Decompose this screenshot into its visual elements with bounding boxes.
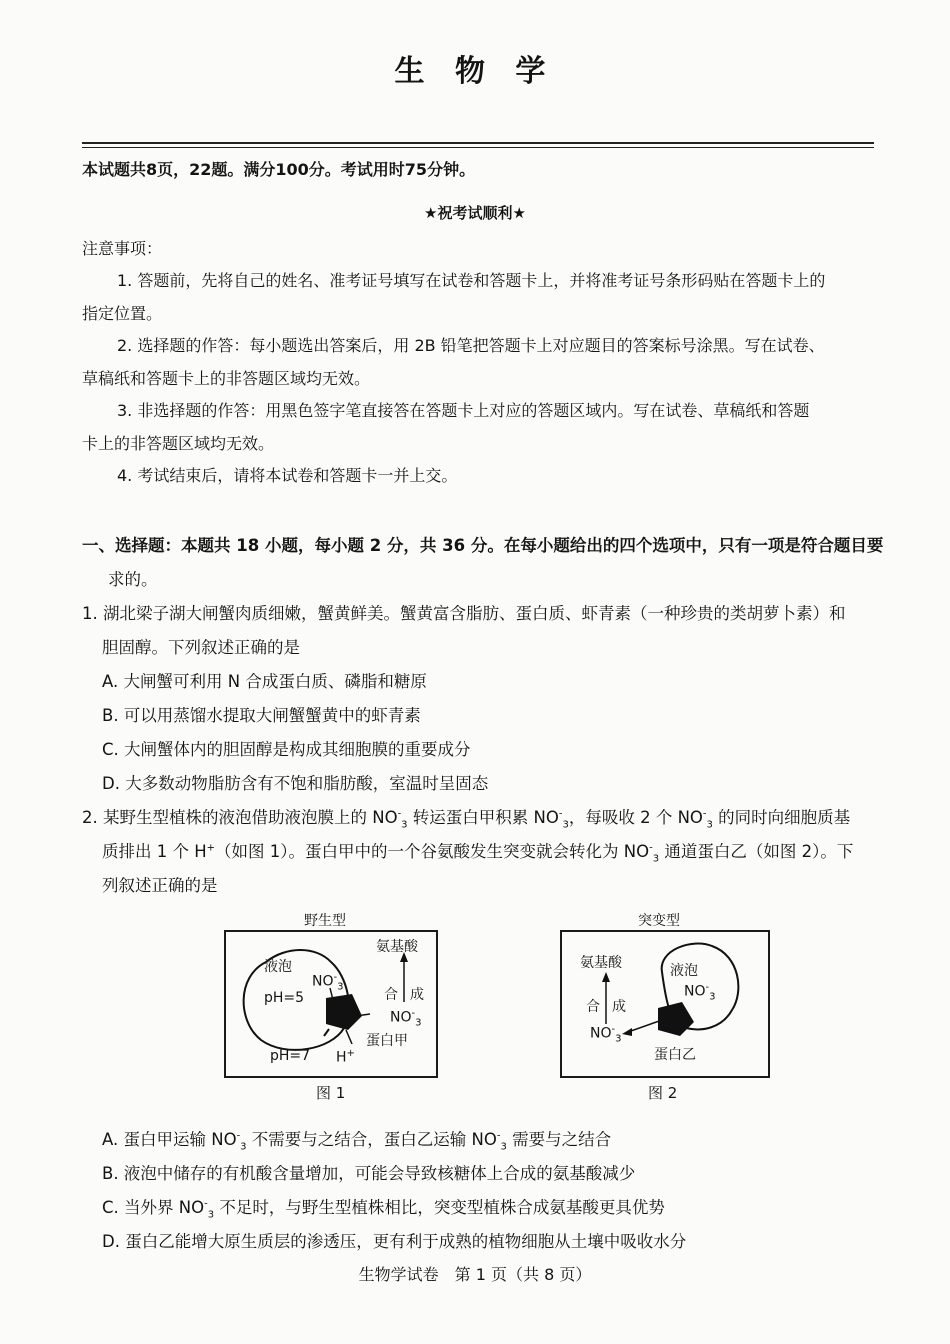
fig1-label: 野生型 bbox=[304, 913, 346, 929]
fig2-label: 突变型 bbox=[638, 913, 680, 929]
q2-stem-cont: 质排出 1 个 H+（如图 1）。蛋白甲中的一个谷氨酸发生突变就会转化为 $NO^-_3$ 通道蛋白乙（如图 2）。下 bbox=[102, 842, 854, 865]
notice-item-4: 4. 考试结束后，请将本试卷和答题卡一并上交。 bbox=[117, 466, 458, 485]
notice-item-2: 2. 选择题的作答：每小题选出答案后，用 2B 铅笔把答题卡上对应题目的答案标号涂黑。写在试卷、 bbox=[117, 336, 825, 355]
q2-option-c: C. 当外界 $NO^-_3$ 不足时，与野生型植株相比，突变型植株合成氨基酸更具优势 bbox=[102, 1198, 665, 1221]
fig2-box bbox=[560, 930, 770, 1078]
fig1-he: 合 bbox=[384, 987, 398, 1003]
page-footer: 生物学试卷 第 1 页（共 8 页） bbox=[358, 1265, 592, 1284]
section-heading: 一、选择题：本题共 18 小题，每小题 2 分，共 36 分。在每小题给出的四个选项中，只有一项是符合题目要 bbox=[82, 536, 884, 555]
header-rule-thin bbox=[82, 147, 874, 148]
fig1-box bbox=[224, 930, 438, 1078]
notice-item-2-cont: 草稿纸和答题卡上的非答题区域均无效。 bbox=[82, 369, 371, 388]
section-heading-cont: 求的。 bbox=[108, 570, 158, 589]
notice-item-1: 1. 答题前，先将自己的姓名、准考证号填写在试卷和答题卡上，并将准考证号条形码贴在答题卡上的 bbox=[117, 271, 826, 290]
fig2-no3-out: $NO^-_3$ bbox=[590, 1024, 622, 1045]
q2-option-a: A. 蛋白甲运输 $NO^-_3$ 不需要与之结合，蛋白乙运输 $NO^-_3$ 需要与之结合 bbox=[102, 1130, 612, 1153]
page-title: 生 物 学 bbox=[394, 54, 556, 89]
fig1-h: H+ bbox=[336, 1048, 355, 1066]
q2-option-b: B. 液泡中储存的有机酸含量增加，可能会导致核糖体上合成的氨基酸减少 bbox=[102, 1164, 636, 1183]
fig1-amino: 氨基酸 bbox=[376, 939, 418, 955]
header-rule bbox=[82, 142, 874, 144]
q2-option-d: D. 蛋白乙能增大原生质层的渗透压，更有利于成熟的植物细胞从土壤中吸收水分 bbox=[102, 1232, 687, 1251]
notice-item-1-cont: 指定位置。 bbox=[82, 304, 163, 323]
q1-stem-cont: 胆固醇。下列叙述正确的是 bbox=[102, 638, 300, 657]
fig1-ph-out: pH=7 bbox=[270, 1048, 311, 1064]
fig1-ph-in: pH=5 bbox=[264, 990, 305, 1006]
q1-option-b: B. 可以用蒸馏水提取大闸蟹蟹黄中的虾青素 bbox=[102, 706, 421, 725]
fig1-no3-out: $NO^-_3$ bbox=[390, 1008, 422, 1029]
fig2-protein: 蛋白乙 bbox=[654, 1047, 696, 1063]
notice-item-3-cont: 卡上的非答题区域均无效。 bbox=[82, 434, 275, 453]
q2-stem-cont2: 列叙述正确的是 bbox=[102, 876, 218, 895]
notice-heading: 注意事项： bbox=[82, 239, 163, 258]
fig1-vacuole: 液泡 bbox=[264, 959, 292, 975]
fig2-vacuole: 液泡 bbox=[670, 963, 698, 979]
fig1-protein: 蛋白甲 bbox=[366, 1033, 408, 1049]
q1-stem: 1. 湖北梁子湖大闸蟹肉质细嫩，蟹黄鲜美。蟹黄富含脂肪、蛋白质、虾青素（一种珍贵的类胡萝卜素）和 bbox=[82, 604, 846, 623]
q1-option-a: A. 大闸蟹可利用 N 合成蛋白质、磷脂和糖原 bbox=[102, 672, 427, 691]
fig1-no3-in: $NO^-_3$ bbox=[312, 972, 344, 993]
fig1-caption: 图 1 bbox=[316, 1084, 346, 1102]
good-luck-line: ★祝考试顺利★ bbox=[424, 204, 526, 222]
notice-item-3: 3. 非选择题的作答：用黑色签字笔直接答在答题卡上对应的答题区域内。写在试卷、草稿纸和答题 bbox=[117, 401, 810, 420]
fig2-cheng: 成 bbox=[612, 999, 626, 1015]
q2-stem: 2. 某野生型植株的液泡借助液泡膜上的 $NO^-_3$ 转运蛋白甲积累 $NO^-_3$，每吸收 2 个 $NO^-_3$ 的同时向细胞质基 bbox=[82, 808, 851, 831]
q1-option-c: C. 大闸蟹体内的胆固醇是构成其细胞膜的重要成分 bbox=[102, 740, 471, 759]
fig2-he: 合 bbox=[586, 999, 600, 1015]
fig2-amino: 氨基酸 bbox=[580, 955, 622, 971]
fig2-caption: 图 2 bbox=[648, 1084, 678, 1102]
fig1-cheng: 成 bbox=[410, 987, 424, 1003]
q1-option-d: D. 大多数动物脂肪含有不饱和脂肪酸，室温时呈固态 bbox=[102, 774, 489, 793]
exam-info: 本试题共8页，22题。满分100分。考试用时75分钟。 bbox=[82, 160, 476, 179]
fig2-no3-in: $NO^-_3$ bbox=[684, 982, 716, 1003]
